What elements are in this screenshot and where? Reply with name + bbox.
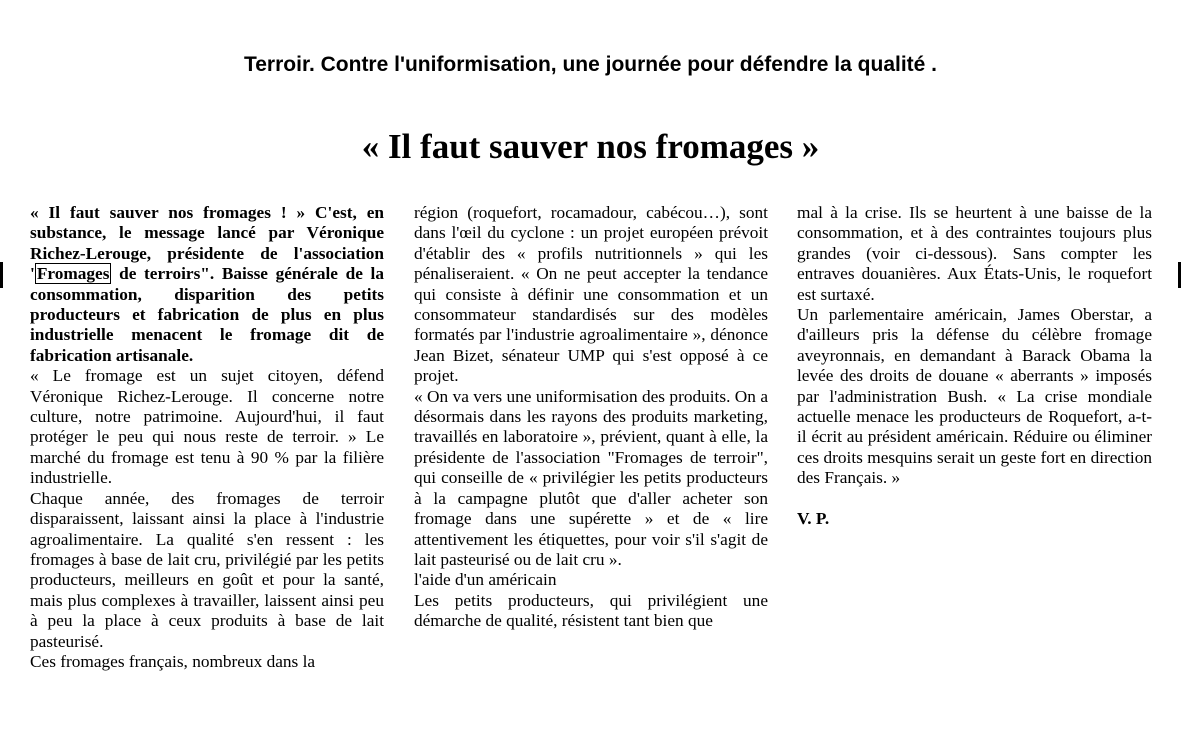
article-column-3 (797, 203, 1152, 529)
paragraph: Les petits producteurs, qui privilégient une démarche de qualité, résistent tant bien que (414, 590, 768, 631)
paragraph: « On va vers une uniformisation des produits. On a désormais dans les rayons des produits marketing, travaillés en laboratoire », prévient, quant à elle, la présidente de l'association "Fromages de terroir", qui conseille de « privilégier les petits producteurs à la campagne plutôt que d'aller acheter son fromage dans une supérette » et de « lire attentivement les étiquettes, pour voir s'il s'agit de lait pasteurisé ou de lait cru ». (414, 386, 768, 569)
subheading: l'aide d'un américain (414, 570, 557, 590)
paragraph: région (roquefort, rocamadour, cabécou…), sont dans l'œil du cyclone : un projet européen prévoit d'établir des « profils nutritionnels » qui les pénaliseraient. « On ne peut accepter la tendance qui consiste à définir une consommation et un consommateur standardisés sur des modèles formatés par l'industrie agroalimentaire », dénonce Jean Bizet, sénateur UMP qui s'est opposé à ce projet. (414, 203, 768, 386)
article-headline: « Il faut sauver nos fromages » (361, 127, 820, 166)
article-kicker: Terroir. Contre l'uniformisation, une journée pour défendre la qualité . (243, 53, 938, 76)
paragraph: Un parlementaire américain, James Oberstar, a d'ailleurs pris la défense du célèbre fromage aveyronnais, en demandant à Barack Obama la levée des droits de douane « aberrants » imposés par l'administration Bush. « La crise mondiale actuelle menace les producteurs de Roquefort, a-t-il écrit au président américain. Réduire ou éliminer ces droits mesquins serait un geste fort en direction des Français. » (797, 305, 1152, 488)
lead-text-end: de terroirs". Baisse générale de la consommation, disparition des petits producteurs et fabrication de plus en plus industrielle menacent le fromage dit de fabrication artisanale. (30, 264, 384, 365)
paragraph: Chaque année, des fromages de terroir disparaissent, laissant ainsi la place à l'industrie agroalimentaire. La qualité s'en ressent : les fromages à base de lait cru, privilégié par les petits producteurs, meilleurs en goût et pour la santé, mais plus complexes à travailler, laissent ainsi peu à peu la place à ceux produits à base de lait pasteurisé. (30, 488, 384, 651)
left-edge-mark (0, 262, 3, 288)
paragraph: Ces fromages français, nombreux dans la (30, 651, 316, 671)
author-signoff: V. P. (797, 508, 830, 528)
article-column-1 (30, 203, 384, 672)
article-column-2 (414, 203, 768, 632)
paragraph: mal à la crise. Ils se heurtent à une baisse de la consommation, et à des contraintes toujours plus grandes (voir ci-dessous). Sans compter les entraves douanières. Aux États-Unis, le roquefort est surtaxé. (797, 203, 1152, 304)
paragraph: « Le fromage est un sujet citoyen, défend Véronique Richez-Lerouge. Il concerne notre culture, notre patrimoine. Aujourd'hui, il faut protéger le peu qui nous reste de terroir. » Le marché du fromage est tenu à 90 % par la filière industrielle. (30, 366, 384, 488)
article-lead (30, 203, 384, 366)
highlighted-term: Fromages (36, 264, 110, 284)
lead-text-start: « Il faut sauver nos fromages ! » C'est, en substance, le message lancé par Véronique Richez-Lerouge, présidente de l'association ' (30, 203, 384, 284)
